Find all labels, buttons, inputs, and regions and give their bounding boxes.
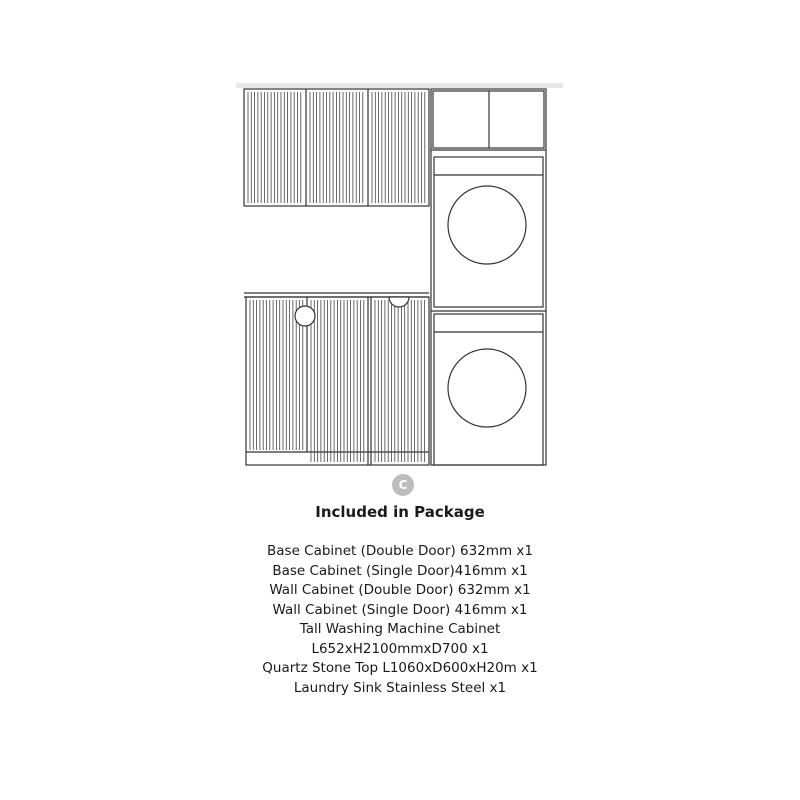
base-cabinet-fluting xyxy=(250,300,425,462)
washer-body xyxy=(434,314,543,465)
sink-waste-circle xyxy=(295,306,315,326)
package-item: L652xH2100mmxD700 x1 xyxy=(311,640,489,657)
wall-cabinet-fluting xyxy=(248,92,425,203)
washer-door xyxy=(448,349,526,427)
dryer-door xyxy=(448,186,526,264)
dryer-body xyxy=(434,157,543,307)
package-item: Base Cabinet (Double Door) 632mm x1 xyxy=(267,543,533,559)
package-heading: Included in Package xyxy=(315,503,485,521)
tap-hole-semicircle xyxy=(389,297,409,307)
package-item: Wall Cabinet (Single Door) 416mm x1 xyxy=(272,601,528,618)
package-item-list xyxy=(0,542,800,698)
package-item: Wall Cabinet (Double Door) 632mm x1 xyxy=(269,582,531,598)
package-item: Quartz Stone Top L1060xD600xH20m x1 xyxy=(262,660,538,676)
ceiling-strip xyxy=(236,83,563,88)
c-letter-badge: C xyxy=(392,474,414,496)
package-item: Tall Washing Machine Cabinet xyxy=(299,621,501,637)
package-item: Laundry Sink Stainless Steel x1 xyxy=(293,679,507,696)
package-item: Base Cabinet (Single Door)416mm x1 xyxy=(272,562,528,579)
